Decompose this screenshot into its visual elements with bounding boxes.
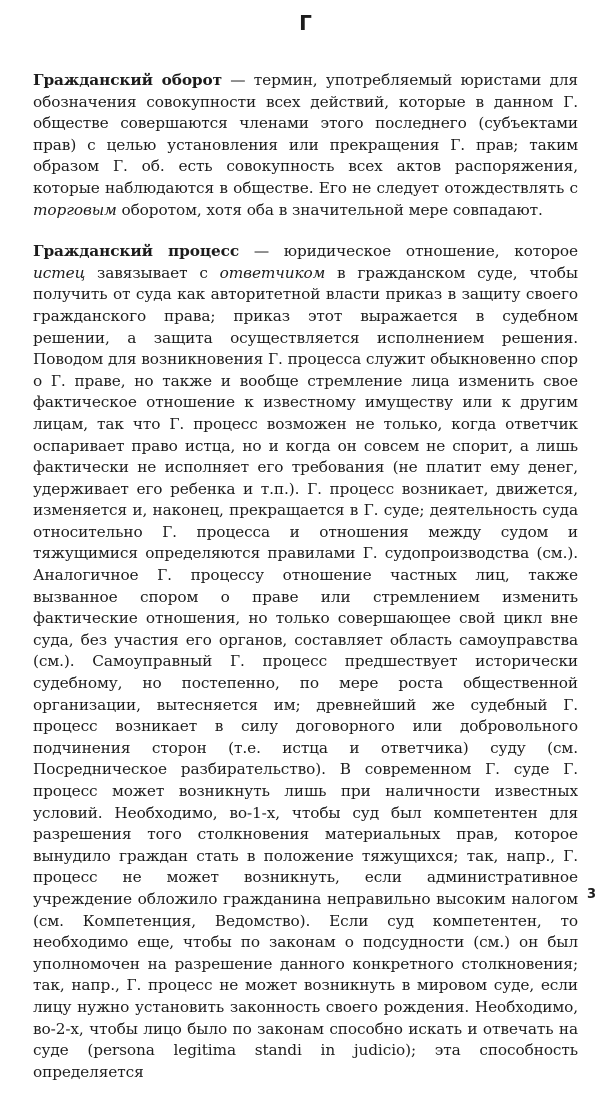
entry-text: оборотом, хотя оба в значительной мере совпадают. (116, 200, 543, 219)
page-content (33, 0, 578, 1099)
entry-term: Гражданский оборот (33, 71, 223, 89)
section-letter: Г (299, 11, 312, 35)
page-number: 3 (586, 887, 596, 902)
entry-text: — юридическое отношение, которое (239, 242, 578, 261)
entry-italic-text: истец (33, 263, 86, 282)
entry-text: завязывает с (85, 263, 220, 282)
entry-text: — термин, употребляемый юристами для обозначения совокупности всех действий, которые в данном Г. обществе совершаются членами этого последнего (субъектами прав) с целью установления или прекращения Г. прав; таким образом Г. об. есть совокупность всех актов распоряжения, которые наблюдаются в обществе. Его не следует отождествлять с (33, 71, 578, 197)
dictionary-entry (33, 241, 578, 1083)
dictionary-entry (33, 70, 578, 221)
entry-term: Гражданский процесс (33, 242, 240, 261)
entry-text: в гражданском суде, чтобы получить от суда как авторитетной власти приказ в защиту своего гражданского права; приказ этот выражается в судебном решении, а защита осуществляется исполнением решения. Поводом для возникновения Г. процесса служит обыкновенно спор о Г. праве, но также и вообще стремление лица изменить свое фактическое отношение к известному имуществу или к другим лицам, так что Г. процесс возможен не только, когда ответчик оспаривает право истца, но и когда он совсем не спорит, а лишь фактически не исполняет его требования (не платит ему денег, удерживает его ребенка и т.п.). Г. процесс возникает, движется, изменяется и, наконец, прекращается в Г. суде; деятельность суда относительно Г. процесса и отношения между судом и тяжущимися определяются правилами Г. судопроизводства (см.). Аналогичное Г. процессу отношение частных лиц, также вызванное спором о праве или стремлением изменить фактические отношения, но только совершающее свой цикл вне суда, без участия его органов, составляет область самоуправства (см.). Самоуправный Г. процесс предшествует исторически судебному, но постепенно, по мере роста общественной организации, вытесняется им; древнейший же судебный Г. процесс возникает в силу договорного или добровольного подчинения сторон (т.е. истца и ответчика) суду (см. Посредническое разбирательство). В современном Г. суде Г. процесс может возникнуть лишь при наличности известных условий. Необходимо, во-1-х, чтобы суд был компетентен для разрешения того столкновения материальных прав, которое вынудило граждан стать в положение тяжущихся; так, напр., Г. процесс не может возникнуть, если административное учреждение обложило гражданина неправильно высоким налогом (см. Компетенция, Ведомство). Если суд компетентен, то необходимо еще, чтобы по законам о подсудности (см.) он был уполномочен на разрешение данного конкретного столкновения; так, напр., Г. процесс не может возникнуть в мировом суде, если лицу нужно установить законность своего рождения. Необходимо, во-2-х, чтобы лицо было по законам способно искать и отвечать на суде (persona legitima standi in judicio); эта способность определяется (33, 263, 578, 1081)
entry-italic-text: торговым (33, 200, 117, 219)
entry-italic-text: ответчиком (219, 263, 326, 282)
